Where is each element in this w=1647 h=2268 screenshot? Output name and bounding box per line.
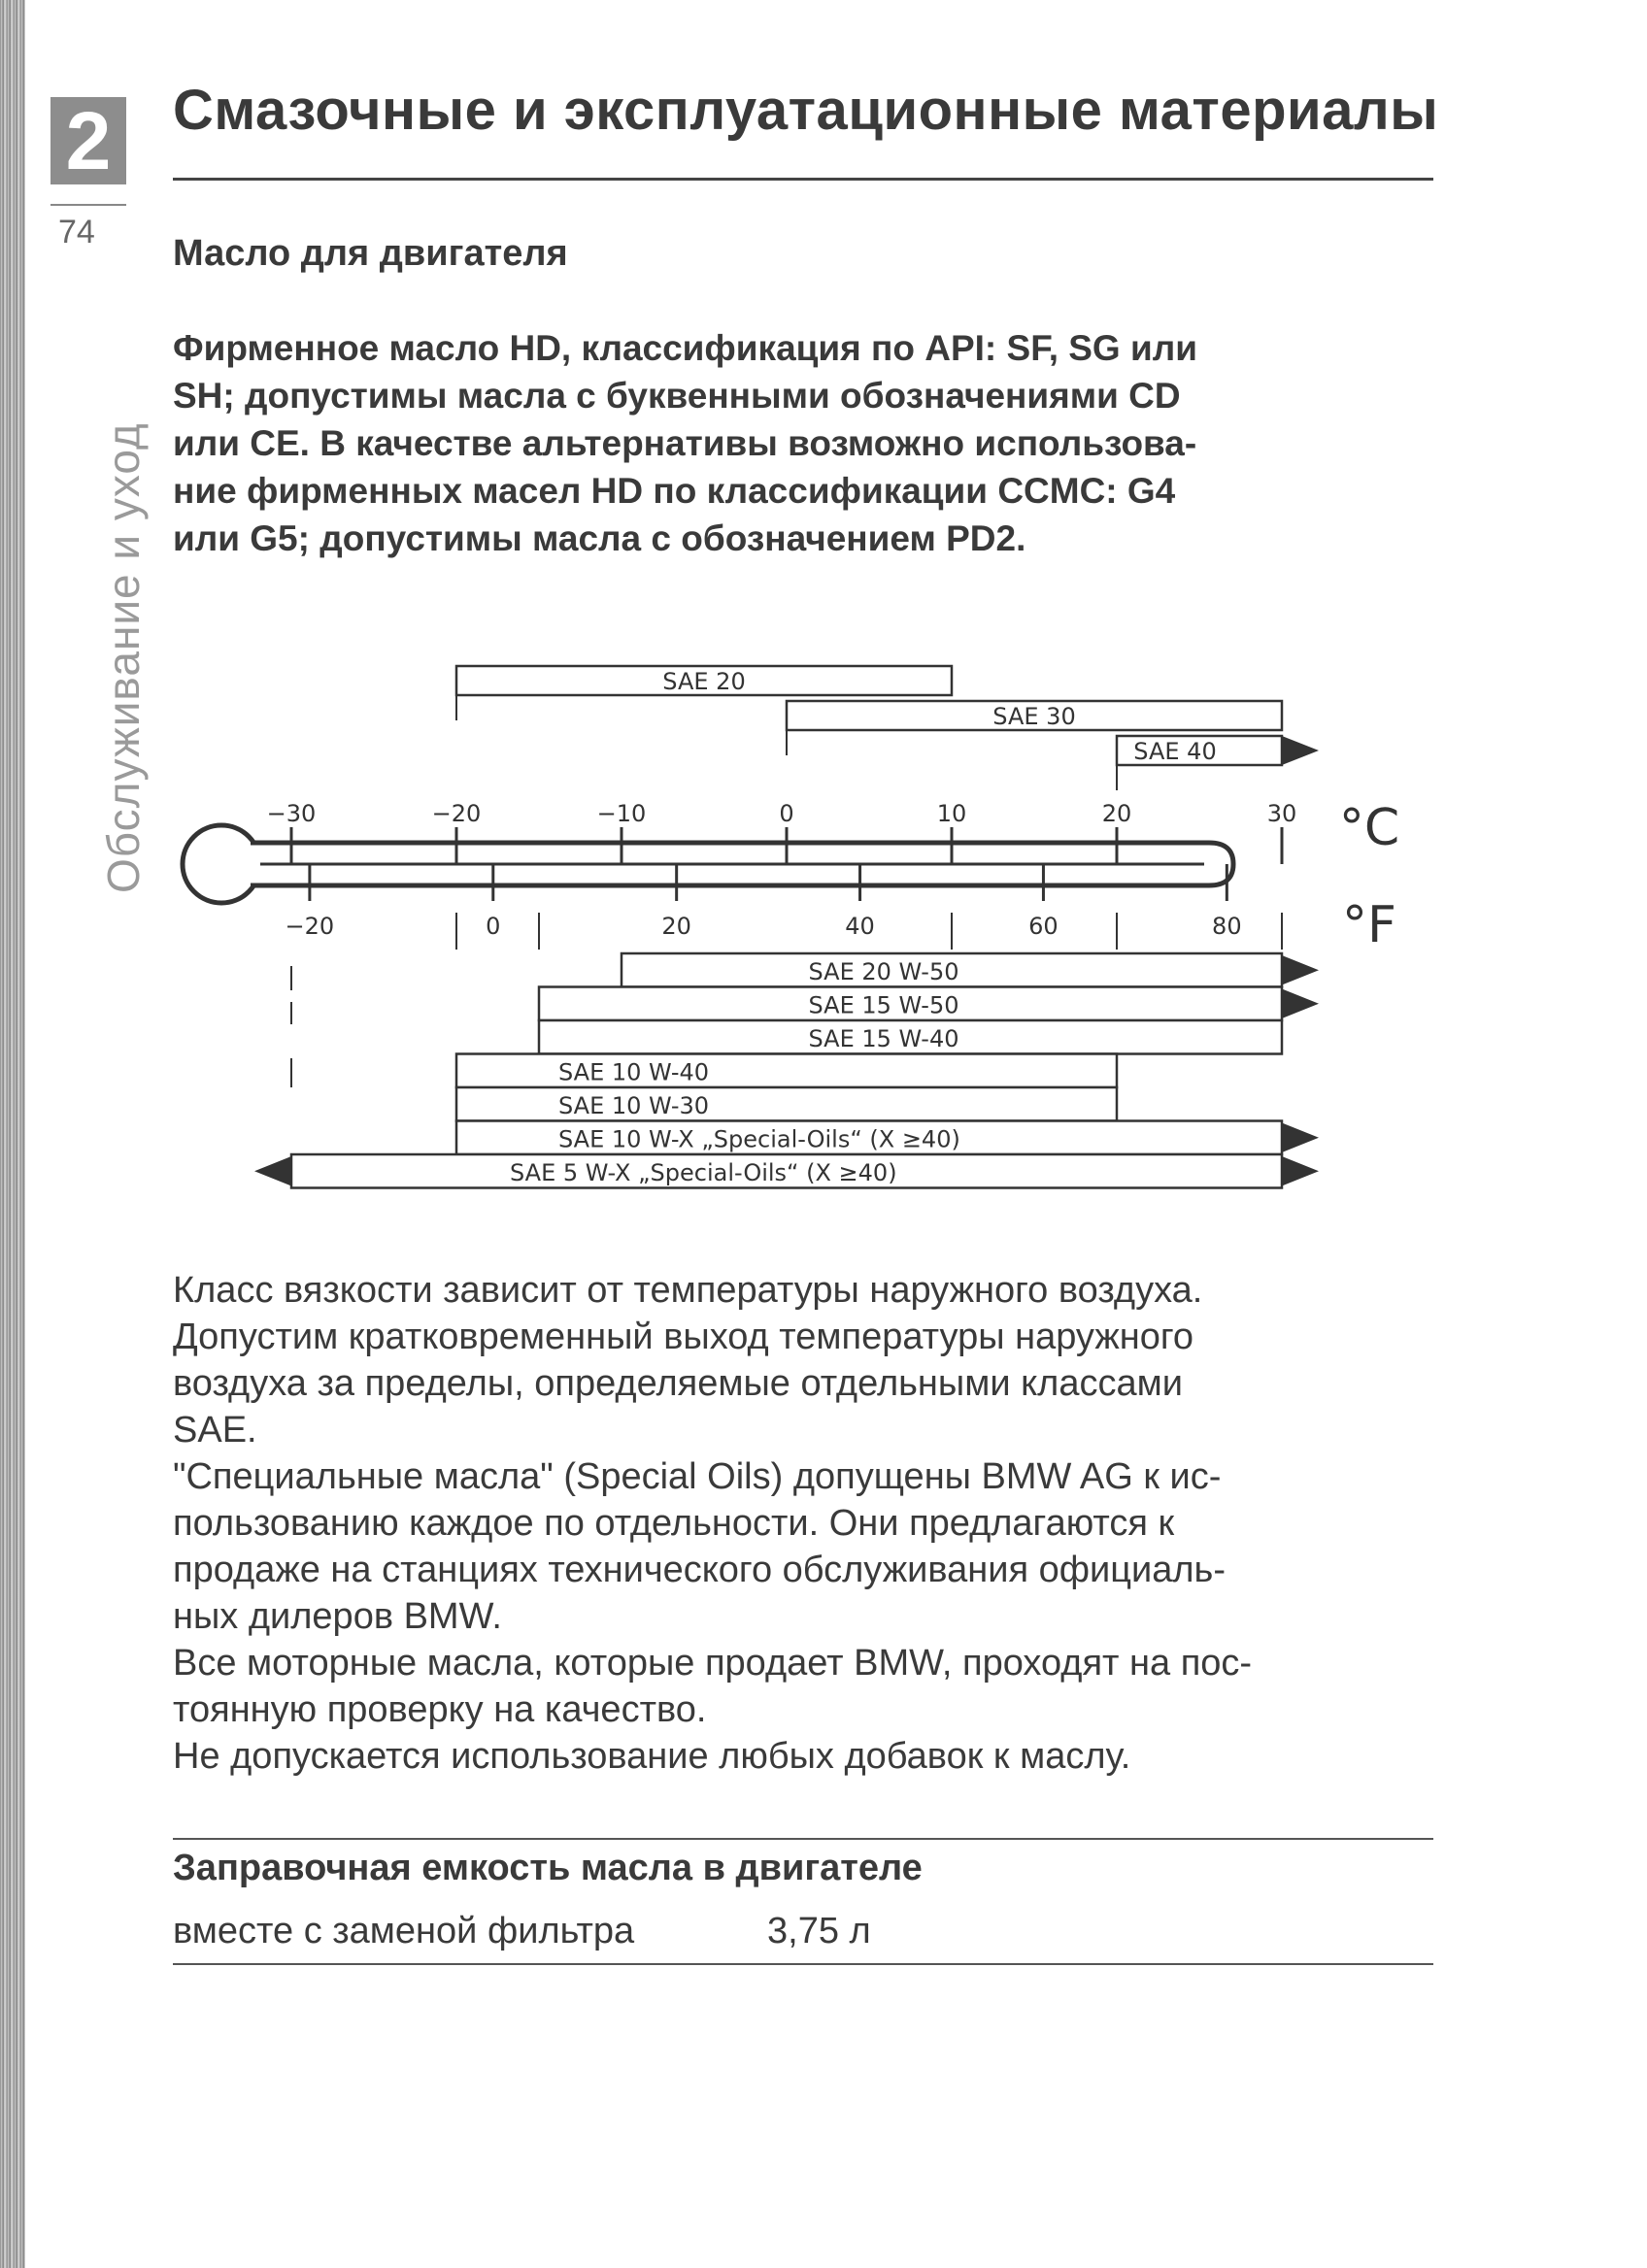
note-line: ных дилеров BMW. [173,1596,502,1637]
capacity-bottom-rule [173,1963,1433,1965]
fahrenheit-tick-label: 40 [845,913,875,940]
celsius-unit-label: °C [1338,799,1400,857]
spec-line: или G5; допустимы масла с обозначением PD2. [173,518,1026,558]
title-rule [173,178,1433,181]
note-line: "Специальные масла" (Special Oils) допущены BMW AG к ис- [173,1456,1222,1497]
band-arrow-right [1282,1123,1319,1153]
celsius-tick-label: −30 [266,800,317,827]
band-arrow-right [1282,1156,1319,1186]
spec-line: SH; допустимы масла с буквенными обозначениями CD [173,376,1181,416]
note-line: Не допускается использование любых добавок к маслу. [173,1736,1131,1777]
fahrenheit-tick-label: 60 [1028,913,1059,940]
section-heading: Масло для двигателя [173,233,568,274]
fahrenheit-tick-label: 20 [661,913,691,940]
note-line: SAE. [173,1410,257,1451]
note-line: Все моторные масла, которые продает BMW, проходят на пос- [173,1643,1253,1684]
capacity-top-rule [173,1838,1433,1840]
band-label: SAE 10 W-40 [558,1058,710,1086]
celsius-tick-label: 10 [936,800,967,827]
band-label: SAE 10 W-X „Special-Oils“ (X ≥40) [558,1125,960,1153]
spec-line: Фирменное масло HD, классификация по API: SF, SG или [173,328,1197,368]
note-line: тоянную проверку на качество. [173,1689,707,1730]
capacity-value: 3,75 л [767,1911,871,1951]
band-box [456,1087,1117,1121]
oil-spec-paragraph [173,324,1445,562]
band-label: SAE 20 [662,668,746,695]
note-line: воздуха за пределы, определяемые отдельными классами [173,1363,1183,1404]
band-arrow-right [1282,736,1319,765]
celsius-tick-label: −10 [596,800,647,827]
thermometer-bulb [183,825,260,903]
band-label: SAE 20 W-50 [808,958,959,985]
page-number: 74 [58,214,95,250]
scan-edge [0,0,25,2268]
note-line: пользованию каждое по отдельности. Они предлагаются к [173,1503,1175,1544]
band-label: SAE 15 W-50 [808,991,959,1019]
note-line: продаже на станциях технического обслуживания официаль- [173,1550,1226,1590]
fahrenheit-tick-label: −20 [285,913,335,940]
viscosity-notes [173,1267,1455,1780]
band-box [456,1054,1117,1088]
capacity-heading: Заправочная емкость масла в двигателе [173,1848,923,1888]
fahrenheit-tick-label: 80 [1212,913,1242,940]
band-arrow-right [1282,989,1319,1019]
page-title: Смазочные и эксплуатационные материалы [173,79,1439,142]
fahrenheit-unit-label: °F [1342,896,1396,954]
celsius-tick-label: 0 [779,800,794,827]
band-arrow-right [1282,955,1319,985]
note-line: Допустим кратковременный выход температуры наружного [173,1317,1194,1357]
spec-line: или CE. В качестве альтернативы возможно использова- [173,423,1197,463]
band-arrow-left [254,1156,291,1186]
viscosity-temperature-chart [175,650,1437,1204]
band-label: SAE 5 W-X „Special-Oils“ (X ≥40) [510,1159,897,1186]
band-label: SAE 30 [992,703,1076,730]
band-label: SAE 40 [1133,738,1217,765]
note-line: Класс вязкости зависит от температуры наружного воздуха. [173,1270,1203,1311]
chapter-divider [50,204,126,206]
celsius-tick-label: −20 [431,800,482,827]
chapter-number-badge: 2 [50,97,126,184]
band-label: SAE 15 W-40 [808,1025,959,1052]
celsius-tick-label: 20 [1101,800,1132,827]
spec-line: ние фирменных масел HD по классификации CCMC: G4 [173,471,1176,511]
side-chapter-label: Обслуживание и уход [98,422,149,893]
fahrenheit-tick-label: 0 [486,913,501,940]
celsius-tick-label: 30 [1266,800,1297,827]
capacity-label: вместе с заменой фильтра [173,1911,635,1951]
band-label: SAE 10 W-30 [558,1092,710,1119]
